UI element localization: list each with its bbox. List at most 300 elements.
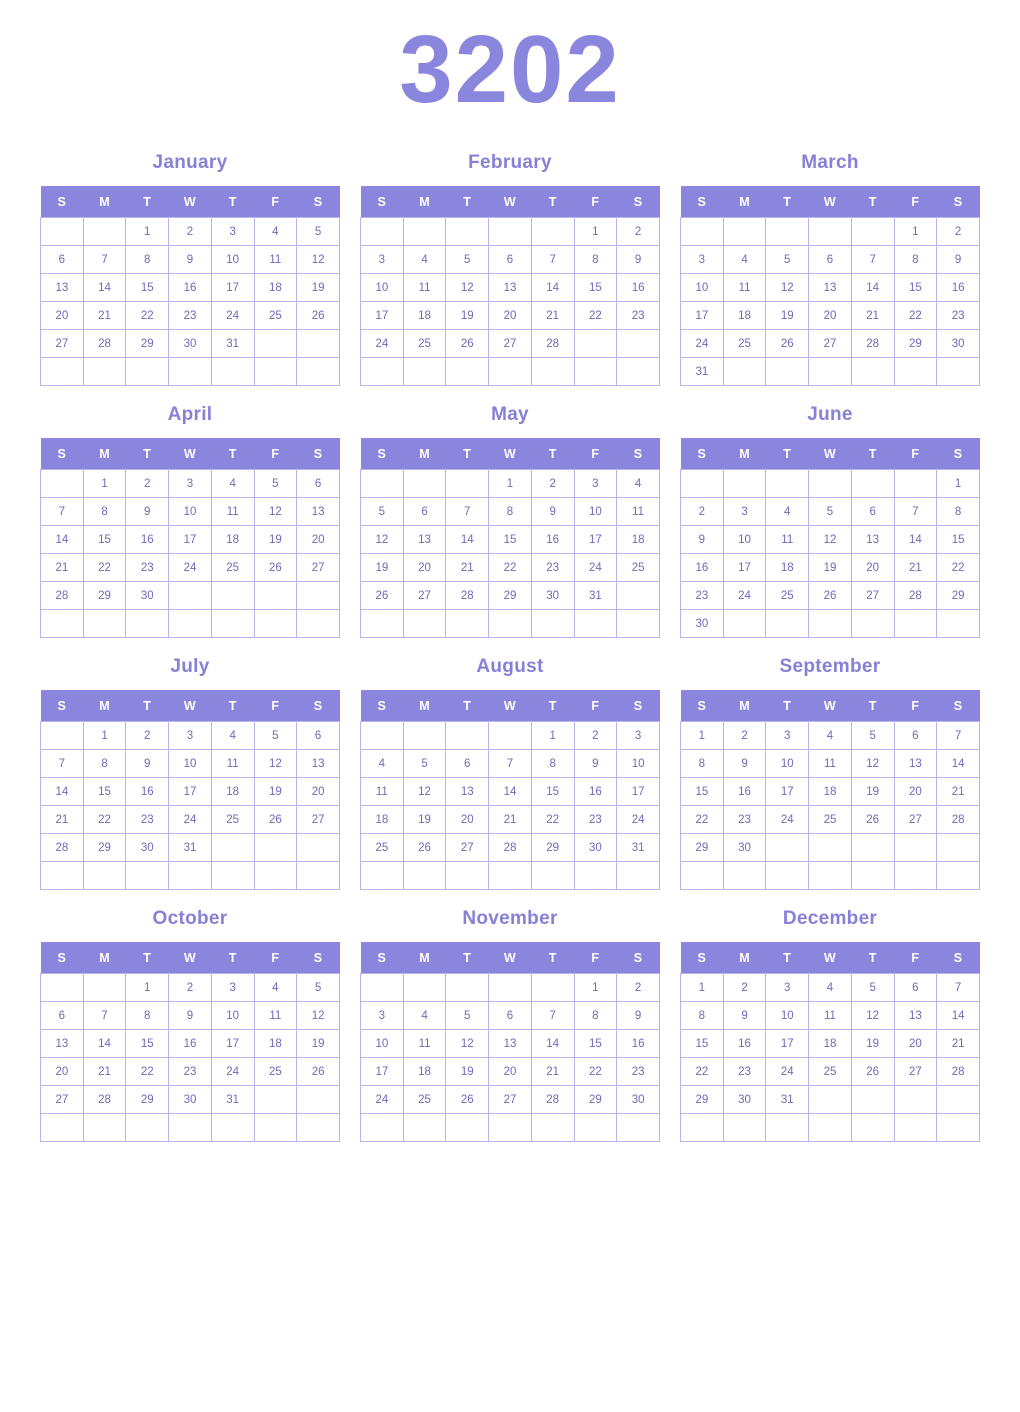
day-cell[interactable]: 9 — [723, 750, 766, 778]
day-cell[interactable]: 30 — [126, 834, 169, 862]
day-cell[interactable]: 7 — [83, 246, 126, 274]
day-cell[interactable]: 20 — [489, 1058, 532, 1086]
day-cell[interactable]: 13 — [446, 778, 489, 806]
day-cell[interactable]: 4 — [403, 246, 446, 274]
day-cell[interactable]: 2 — [169, 974, 212, 1002]
day-cell[interactable]: 20 — [41, 302, 84, 330]
day-cell[interactable]: 3 — [766, 722, 809, 750]
day-cell[interactable]: 29 — [83, 834, 126, 862]
day-cell[interactable]: 19 — [297, 1030, 340, 1058]
day-cell[interactable]: 6 — [297, 470, 340, 498]
day-cell[interactable]: 14 — [83, 274, 126, 302]
day-cell[interactable]: 23 — [169, 302, 212, 330]
day-cell[interactable]: 15 — [681, 1030, 724, 1058]
day-cell[interactable]: 12 — [446, 1030, 489, 1058]
day-cell[interactable]: 31 — [681, 358, 724, 386]
day-cell[interactable]: 26 — [446, 1086, 489, 1114]
day-cell[interactable]: 19 — [766, 302, 809, 330]
day-cell[interactable]: 29 — [83, 582, 126, 610]
day-cell[interactable]: 5 — [851, 974, 894, 1002]
day-cell[interactable]: 19 — [851, 1030, 894, 1058]
day-cell[interactable]: 26 — [254, 554, 297, 582]
day-cell[interactable]: 28 — [41, 582, 84, 610]
day-cell[interactable]: 24 — [211, 1058, 254, 1086]
day-cell[interactable]: 17 — [681, 302, 724, 330]
day-cell[interactable]: 3 — [361, 246, 404, 274]
day-cell[interactable]: 26 — [297, 1058, 340, 1086]
day-cell[interactable]: 28 — [83, 1086, 126, 1114]
day-cell[interactable]: 8 — [937, 498, 980, 526]
day-cell[interactable]: 9 — [169, 1002, 212, 1030]
day-cell[interactable]: 10 — [169, 498, 212, 526]
day-cell[interactable]: 19 — [403, 806, 446, 834]
day-cell[interactable]: 11 — [766, 526, 809, 554]
day-cell[interactable]: 11 — [254, 1002, 297, 1030]
day-cell[interactable]: 17 — [574, 526, 617, 554]
day-cell[interactable]: 18 — [361, 806, 404, 834]
day-cell[interactable]: 24 — [574, 554, 617, 582]
day-cell[interactable]: 2 — [574, 722, 617, 750]
day-cell[interactable]: 13 — [894, 1002, 937, 1030]
day-cell[interactable]: 4 — [809, 974, 852, 1002]
day-cell[interactable]: 1 — [83, 470, 126, 498]
day-cell[interactable]: 7 — [851, 246, 894, 274]
day-cell[interactable]: 31 — [211, 330, 254, 358]
day-cell[interactable]: 9 — [126, 750, 169, 778]
day-cell[interactable]: 21 — [489, 806, 532, 834]
day-cell[interactable]: 24 — [766, 1058, 809, 1086]
day-cell[interactable]: 26 — [254, 806, 297, 834]
day-cell[interactable]: 29 — [531, 834, 574, 862]
day-cell[interactable]: 1 — [574, 974, 617, 1002]
day-cell[interactable]: 8 — [531, 750, 574, 778]
day-cell[interactable]: 1 — [126, 974, 169, 1002]
day-cell[interactable]: 12 — [297, 1002, 340, 1030]
day-cell[interactable]: 13 — [297, 750, 340, 778]
day-cell[interactable]: 10 — [211, 246, 254, 274]
day-cell[interactable]: 28 — [489, 834, 532, 862]
day-cell[interactable]: 20 — [446, 806, 489, 834]
day-cell[interactable]: 8 — [894, 246, 937, 274]
day-cell[interactable]: 21 — [83, 302, 126, 330]
day-cell[interactable]: 4 — [254, 974, 297, 1002]
day-cell[interactable]: 29 — [574, 1086, 617, 1114]
day-cell[interactable]: 5 — [403, 750, 446, 778]
day-cell[interactable]: 23 — [126, 806, 169, 834]
day-cell[interactable]: 2 — [531, 470, 574, 498]
day-cell[interactable]: 18 — [211, 778, 254, 806]
day-cell[interactable]: 2 — [617, 218, 660, 246]
day-cell[interactable]: 23 — [723, 1058, 766, 1086]
day-cell[interactable]: 16 — [531, 526, 574, 554]
day-cell[interactable]: 27 — [851, 582, 894, 610]
day-cell[interactable]: 19 — [297, 274, 340, 302]
day-cell[interactable]: 8 — [83, 750, 126, 778]
day-cell[interactable]: 3 — [681, 246, 724, 274]
day-cell[interactable]: 17 — [723, 554, 766, 582]
day-cell[interactable]: 20 — [809, 302, 852, 330]
day-cell[interactable]: 1 — [681, 722, 724, 750]
day-cell[interactable]: 19 — [809, 554, 852, 582]
day-cell[interactable]: 7 — [83, 1002, 126, 1030]
day-cell[interactable]: 9 — [531, 498, 574, 526]
day-cell[interactable]: 16 — [126, 778, 169, 806]
day-cell[interactable]: 3 — [617, 722, 660, 750]
day-cell[interactable]: 27 — [41, 1086, 84, 1114]
day-cell[interactable]: 29 — [894, 330, 937, 358]
day-cell[interactable]: 29 — [681, 834, 724, 862]
day-cell[interactable]: 27 — [894, 1058, 937, 1086]
day-cell[interactable]: 23 — [531, 554, 574, 582]
day-cell[interactable]: 15 — [894, 274, 937, 302]
day-cell[interactable]: 23 — [617, 1058, 660, 1086]
day-cell[interactable]: 27 — [403, 582, 446, 610]
day-cell[interactable]: 21 — [446, 554, 489, 582]
day-cell[interactable]: 14 — [83, 1030, 126, 1058]
day-cell[interactable]: 10 — [361, 274, 404, 302]
day-cell[interactable]: 24 — [169, 554, 212, 582]
day-cell[interactable]: 30 — [617, 1086, 660, 1114]
day-cell[interactable]: 13 — [403, 526, 446, 554]
day-cell[interactable]: 25 — [723, 330, 766, 358]
day-cell[interactable]: 29 — [489, 582, 532, 610]
day-cell[interactable]: 15 — [681, 778, 724, 806]
day-cell[interactable]: 25 — [361, 834, 404, 862]
day-cell[interactable]: 28 — [446, 582, 489, 610]
day-cell[interactable]: 6 — [297, 722, 340, 750]
day-cell[interactable]: 17 — [617, 778, 660, 806]
day-cell[interactable]: 21 — [851, 302, 894, 330]
day-cell[interactable]: 20 — [851, 554, 894, 582]
day-cell[interactable]: 7 — [937, 974, 980, 1002]
day-cell[interactable]: 4 — [403, 1002, 446, 1030]
day-cell[interactable]: 26 — [361, 582, 404, 610]
day-cell[interactable]: 28 — [851, 330, 894, 358]
day-cell[interactable]: 22 — [126, 1058, 169, 1086]
day-cell[interactable]: 2 — [169, 218, 212, 246]
day-cell[interactable]: 11 — [809, 750, 852, 778]
day-cell[interactable]: 2 — [723, 974, 766, 1002]
day-cell[interactable]: 29 — [681, 1086, 724, 1114]
day-cell[interactable]: 9 — [169, 246, 212, 274]
day-cell[interactable]: 18 — [211, 526, 254, 554]
day-cell[interactable]: 17 — [766, 1030, 809, 1058]
day-cell[interactable]: 25 — [211, 554, 254, 582]
day-cell[interactable]: 14 — [41, 526, 84, 554]
day-cell[interactable]: 22 — [937, 554, 980, 582]
day-cell[interactable]: 7 — [446, 498, 489, 526]
day-cell[interactable]: 4 — [254, 218, 297, 246]
day-cell[interactable]: 30 — [126, 582, 169, 610]
day-cell[interactable]: 2 — [681, 498, 724, 526]
day-cell[interactable]: 24 — [723, 582, 766, 610]
day-cell[interactable]: 23 — [126, 554, 169, 582]
day-cell[interactable]: 22 — [83, 806, 126, 834]
day-cell[interactable]: 22 — [681, 1058, 724, 1086]
day-cell[interactable]: 30 — [937, 330, 980, 358]
day-cell[interactable]: 5 — [446, 1002, 489, 1030]
day-cell[interactable]: 15 — [83, 526, 126, 554]
day-cell[interactable]: 23 — [723, 806, 766, 834]
day-cell[interactable]: 22 — [894, 302, 937, 330]
day-cell[interactable]: 14 — [41, 778, 84, 806]
day-cell[interactable]: 25 — [809, 1058, 852, 1086]
day-cell[interactable]: 31 — [211, 1086, 254, 1114]
day-cell[interactable]: 8 — [574, 246, 617, 274]
day-cell[interactable]: 15 — [531, 778, 574, 806]
day-cell[interactable]: 12 — [851, 1002, 894, 1030]
day-cell[interactable]: 18 — [809, 1030, 852, 1058]
day-cell[interactable]: 12 — [403, 778, 446, 806]
day-cell[interactable]: 6 — [41, 1002, 84, 1030]
day-cell[interactable]: 8 — [83, 498, 126, 526]
day-cell[interactable]: 30 — [169, 1086, 212, 1114]
day-cell[interactable]: 14 — [531, 1030, 574, 1058]
day-cell[interactable]: 17 — [169, 526, 212, 554]
day-cell[interactable]: 31 — [169, 834, 212, 862]
day-cell[interactable]: 23 — [617, 302, 660, 330]
day-cell[interactable]: 4 — [361, 750, 404, 778]
day-cell[interactable]: 23 — [169, 1058, 212, 1086]
day-cell[interactable]: 28 — [531, 1086, 574, 1114]
day-cell[interactable]: 11 — [403, 274, 446, 302]
day-cell[interactable]: 18 — [766, 554, 809, 582]
day-cell[interactable]: 26 — [851, 806, 894, 834]
day-cell[interactable]: 17 — [211, 274, 254, 302]
day-cell[interactable]: 30 — [723, 1086, 766, 1114]
day-cell[interactable]: 9 — [723, 1002, 766, 1030]
day-cell[interactable]: 17 — [766, 778, 809, 806]
day-cell[interactable]: 24 — [681, 330, 724, 358]
day-cell[interactable]: 27 — [894, 806, 937, 834]
day-cell[interactable]: 1 — [574, 218, 617, 246]
day-cell[interactable]: 27 — [41, 330, 84, 358]
day-cell[interactable]: 3 — [169, 470, 212, 498]
day-cell[interactable]: 28 — [894, 582, 937, 610]
day-cell[interactable]: 27 — [809, 330, 852, 358]
day-cell[interactable]: 26 — [446, 330, 489, 358]
day-cell[interactable]: 13 — [41, 274, 84, 302]
day-cell[interactable]: 10 — [723, 526, 766, 554]
day-cell[interactable]: 23 — [574, 806, 617, 834]
day-cell[interactable]: 1 — [937, 470, 980, 498]
day-cell[interactable]: 22 — [531, 806, 574, 834]
day-cell[interactable]: 21 — [937, 778, 980, 806]
day-cell[interactable]: 29 — [937, 582, 980, 610]
day-cell[interactable]: 16 — [574, 778, 617, 806]
day-cell[interactable]: 13 — [894, 750, 937, 778]
day-cell[interactable]: 18 — [403, 302, 446, 330]
day-cell[interactable]: 9 — [681, 526, 724, 554]
day-cell[interactable]: 6 — [41, 246, 84, 274]
day-cell[interactable]: 16 — [126, 526, 169, 554]
day-cell[interactable]: 21 — [83, 1058, 126, 1086]
day-cell[interactable]: 21 — [937, 1030, 980, 1058]
day-cell[interactable]: 8 — [681, 1002, 724, 1030]
day-cell[interactable]: 1 — [894, 218, 937, 246]
day-cell[interactable]: 4 — [617, 470, 660, 498]
day-cell[interactable]: 24 — [169, 806, 212, 834]
day-cell[interactable]: 31 — [617, 834, 660, 862]
day-cell[interactable]: 26 — [851, 1058, 894, 1086]
day-cell[interactable]: 10 — [361, 1030, 404, 1058]
day-cell[interactable]: 5 — [851, 722, 894, 750]
day-cell[interactable]: 13 — [851, 526, 894, 554]
day-cell[interactable]: 22 — [126, 302, 169, 330]
day-cell[interactable]: 1 — [126, 218, 169, 246]
day-cell[interactable]: 24 — [361, 330, 404, 358]
day-cell[interactable]: 13 — [297, 498, 340, 526]
day-cell[interactable]: 18 — [403, 1058, 446, 1086]
day-cell[interactable]: 27 — [446, 834, 489, 862]
day-cell[interactable]: 12 — [766, 274, 809, 302]
day-cell[interactable]: 15 — [489, 526, 532, 554]
day-cell[interactable]: 15 — [83, 778, 126, 806]
day-cell[interactable]: 9 — [617, 246, 660, 274]
day-cell[interactable]: 29 — [126, 1086, 169, 1114]
day-cell[interactable]: 12 — [297, 246, 340, 274]
day-cell[interactable]: 30 — [531, 582, 574, 610]
day-cell[interactable]: 27 — [297, 806, 340, 834]
day-cell[interactable]: 25 — [809, 806, 852, 834]
day-cell[interactable]: 5 — [766, 246, 809, 274]
day-cell[interactable]: 5 — [446, 246, 489, 274]
day-cell[interactable]: 7 — [489, 750, 532, 778]
day-cell[interactable]: 6 — [489, 1002, 532, 1030]
day-cell[interactable]: 21 — [41, 554, 84, 582]
day-cell[interactable]: 19 — [446, 1058, 489, 1086]
day-cell[interactable]: 19 — [254, 778, 297, 806]
day-cell[interactable]: 22 — [489, 554, 532, 582]
day-cell[interactable]: 5 — [254, 470, 297, 498]
day-cell[interactable]: 14 — [851, 274, 894, 302]
day-cell[interactable]: 10 — [211, 1002, 254, 1030]
day-cell[interactable]: 28 — [531, 330, 574, 358]
day-cell[interactable]: 3 — [361, 1002, 404, 1030]
day-cell[interactable]: 7 — [937, 722, 980, 750]
day-cell[interactable]: 25 — [403, 330, 446, 358]
day-cell[interactable]: 7 — [894, 498, 937, 526]
day-cell[interactable]: 28 — [937, 806, 980, 834]
day-cell[interactable]: 15 — [126, 1030, 169, 1058]
day-cell[interactable]: 8 — [126, 246, 169, 274]
day-cell[interactable]: 11 — [211, 498, 254, 526]
day-cell[interactable]: 22 — [574, 302, 617, 330]
day-cell[interactable]: 15 — [126, 274, 169, 302]
day-cell[interactable]: 27 — [489, 330, 532, 358]
day-cell[interactable]: 12 — [254, 498, 297, 526]
day-cell[interactable]: 4 — [211, 722, 254, 750]
day-cell[interactable]: 7 — [531, 1002, 574, 1030]
day-cell[interactable]: 6 — [809, 246, 852, 274]
day-cell[interactable]: 17 — [361, 1058, 404, 1086]
day-cell[interactable]: 9 — [126, 498, 169, 526]
day-cell[interactable]: 2 — [126, 722, 169, 750]
day-cell[interactable]: 20 — [894, 778, 937, 806]
day-cell[interactable]: 16 — [681, 554, 724, 582]
day-cell[interactable]: 10 — [574, 498, 617, 526]
day-cell[interactable]: 5 — [297, 218, 340, 246]
day-cell[interactable]: 18 — [254, 1030, 297, 1058]
day-cell[interactable]: 6 — [851, 498, 894, 526]
day-cell[interactable]: 8 — [489, 498, 532, 526]
day-cell[interactable]: 5 — [254, 722, 297, 750]
day-cell[interactable]: 6 — [446, 750, 489, 778]
day-cell[interactable]: 2 — [126, 470, 169, 498]
day-cell[interactable]: 23 — [681, 582, 724, 610]
day-cell[interactable]: 12 — [254, 750, 297, 778]
day-cell[interactable]: 1 — [83, 722, 126, 750]
day-cell[interactable]: 28 — [83, 330, 126, 358]
day-cell[interactable]: 16 — [723, 778, 766, 806]
day-cell[interactable]: 18 — [617, 526, 660, 554]
day-cell[interactable]: 30 — [169, 330, 212, 358]
day-cell[interactable]: 21 — [531, 1058, 574, 1086]
day-cell[interactable]: 26 — [766, 330, 809, 358]
day-cell[interactable]: 3 — [574, 470, 617, 498]
day-cell[interactable]: 2 — [617, 974, 660, 1002]
day-cell[interactable]: 10 — [617, 750, 660, 778]
day-cell[interactable]: 9 — [937, 246, 980, 274]
day-cell[interactable]: 7 — [531, 246, 574, 274]
day-cell[interactable]: 25 — [766, 582, 809, 610]
day-cell[interactable]: 3 — [211, 218, 254, 246]
day-cell[interactable]: 13 — [809, 274, 852, 302]
day-cell[interactable]: 10 — [169, 750, 212, 778]
day-cell[interactable]: 9 — [617, 1002, 660, 1030]
day-cell[interactable]: 29 — [126, 330, 169, 358]
day-cell[interactable]: 16 — [169, 1030, 212, 1058]
day-cell[interactable]: 17 — [169, 778, 212, 806]
day-cell[interactable]: 15 — [574, 1030, 617, 1058]
day-cell[interactable]: 16 — [169, 274, 212, 302]
day-cell[interactable]: 16 — [723, 1030, 766, 1058]
day-cell[interactable]: 19 — [254, 526, 297, 554]
day-cell[interactable]: 18 — [809, 778, 852, 806]
day-cell[interactable]: 10 — [766, 1002, 809, 1030]
day-cell[interactable]: 11 — [809, 1002, 852, 1030]
day-cell[interactable]: 20 — [297, 526, 340, 554]
day-cell[interactable]: 11 — [254, 246, 297, 274]
day-cell[interactable]: 2 — [937, 218, 980, 246]
day-cell[interactable]: 12 — [361, 526, 404, 554]
day-cell[interactable]: 11 — [403, 1030, 446, 1058]
day-cell[interactable]: 11 — [617, 498, 660, 526]
day-cell[interactable]: 28 — [937, 1058, 980, 1086]
day-cell[interactable]: 9 — [574, 750, 617, 778]
day-cell[interactable]: 8 — [126, 1002, 169, 1030]
day-cell[interactable]: 4 — [766, 498, 809, 526]
day-cell[interactable]: 27 — [297, 554, 340, 582]
day-cell[interactable]: 14 — [446, 526, 489, 554]
day-cell[interactable]: 12 — [446, 274, 489, 302]
day-cell[interactable]: 20 — [403, 554, 446, 582]
day-cell[interactable]: 14 — [937, 1002, 980, 1030]
day-cell[interactable]: 21 — [894, 554, 937, 582]
day-cell[interactable]: 16 — [617, 274, 660, 302]
day-cell[interactable]: 31 — [574, 582, 617, 610]
day-cell[interactable]: 22 — [574, 1058, 617, 1086]
day-cell[interactable]: 13 — [489, 1030, 532, 1058]
day-cell[interactable]: 27 — [489, 1086, 532, 1114]
day-cell[interactable]: 1 — [681, 974, 724, 1002]
day-cell[interactable]: 3 — [211, 974, 254, 1002]
day-cell[interactable]: 19 — [851, 778, 894, 806]
day-cell[interactable]: 25 — [403, 1086, 446, 1114]
day-cell[interactable]: 20 — [297, 778, 340, 806]
day-cell[interactable]: 1 — [489, 470, 532, 498]
day-cell[interactable]: 12 — [809, 526, 852, 554]
